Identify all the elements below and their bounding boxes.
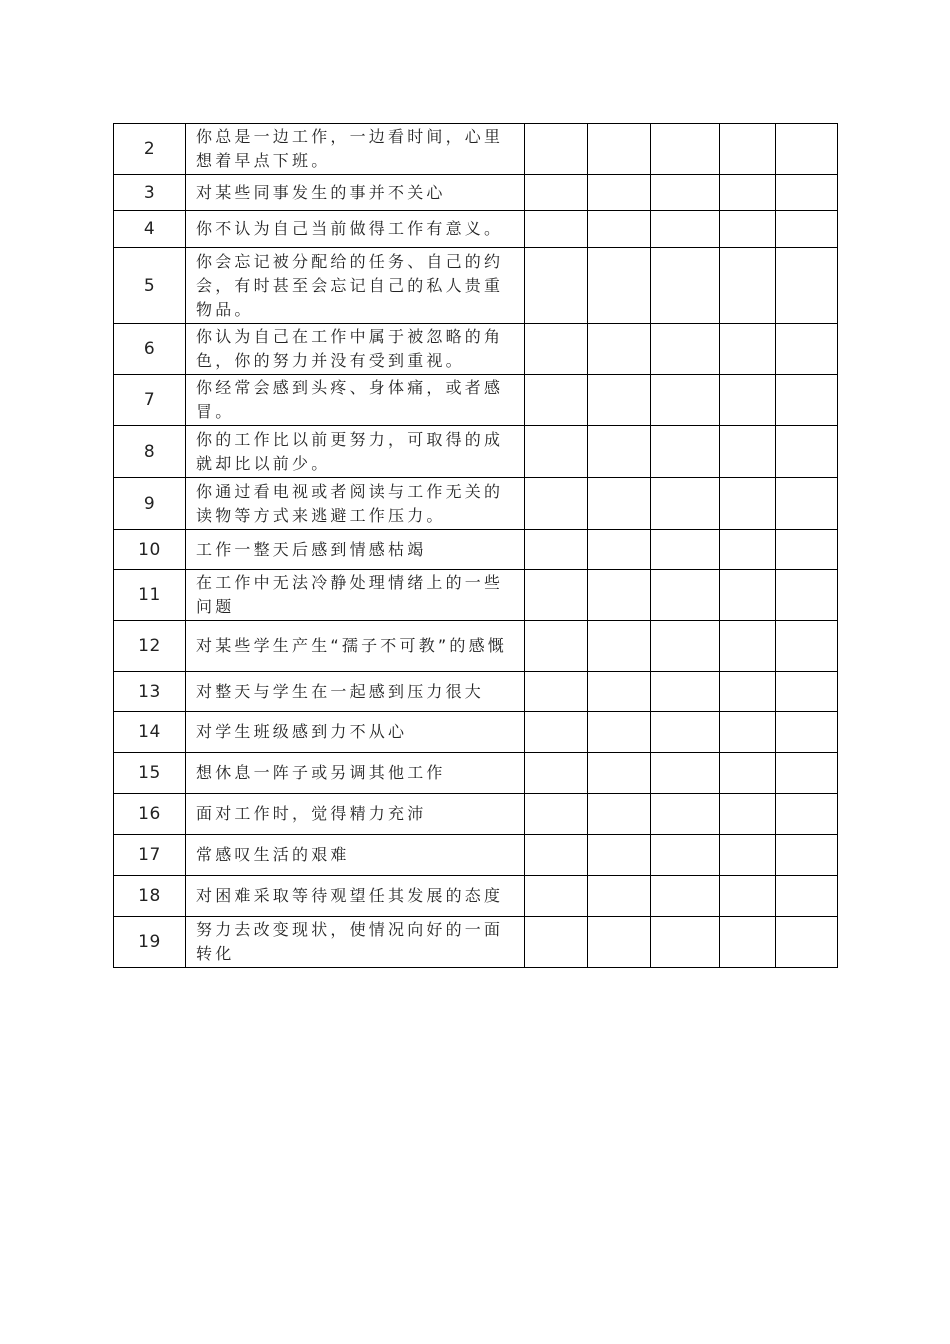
rating-cell-2[interactable] [588, 478, 651, 530]
item-statement: 对某些同事发生的事并不关心 [186, 175, 525, 211]
rating-cell-4[interactable] [720, 175, 776, 211]
rating-cell-3[interactable] [651, 621, 720, 672]
rating-cell-2[interactable] [588, 917, 651, 968]
rating-cell-1[interactable] [525, 324, 588, 375]
item-number: 18 [114, 876, 186, 917]
rating-cell-2[interactable] [588, 124, 651, 175]
rating-cell-5[interactable] [776, 426, 838, 478]
rating-cell-1[interactable] [525, 570, 588, 621]
item-statement: 面对工作时，觉得精力充沛 [186, 794, 525, 835]
rating-cell-2[interactable] [588, 835, 651, 876]
rating-cell-5[interactable] [776, 248, 838, 324]
rating-cell-3[interactable] [651, 794, 720, 835]
table-row [114, 794, 838, 835]
rating-cell-5[interactable] [776, 175, 838, 211]
item-number: 13 [114, 672, 186, 712]
item-statement: 你会忘记被分配给的任务、自己的约会，有时甚至会忘记自己的私人贵重物品。 [186, 248, 525, 324]
rating-cell-4[interactable] [720, 478, 776, 530]
item-statement: 对困难采取等待观望任其发展的态度 [186, 876, 525, 917]
item-number: 8 [114, 426, 186, 478]
item-statement: 你认为自己在工作中属于被忽略的角色，你的努力并没有受到重视。 [186, 324, 525, 375]
rating-cell-2[interactable] [588, 753, 651, 794]
rating-cell-2[interactable] [588, 426, 651, 478]
rating-cell-3[interactable] [651, 570, 720, 621]
rating-cell-1[interactable] [525, 248, 588, 324]
rating-cell-1[interactable] [525, 621, 588, 672]
item-number: 15 [114, 753, 186, 794]
rating-cell-1[interactable] [525, 753, 588, 794]
item-statement: 你通过看电视或者阅读与工作无关的读物等方式来逃避工作压力。 [186, 478, 525, 530]
rating-cell-3[interactable] [651, 375, 720, 426]
rating-cell-4[interactable] [720, 753, 776, 794]
item-number: 3 [114, 175, 186, 211]
item-statement: 想休息一阵子或另调其他工作 [186, 753, 525, 794]
item-number: 9 [114, 478, 186, 530]
item-statement: 在工作中无法冷静处理情绪上的一些问题 [186, 570, 525, 621]
rating-cell-1[interactable] [525, 175, 588, 211]
item-number: 17 [114, 835, 186, 876]
item-statement: 对整天与学生在一起感到压力很大 [186, 672, 525, 712]
rating-cell-1[interactable] [525, 835, 588, 876]
rating-cell-3[interactable] [651, 530, 720, 570]
item-statement: 常感叹生活的艰难 [186, 835, 525, 876]
rating-cell-5[interactable] [776, 753, 838, 794]
table-row [114, 570, 838, 621]
item-statement: 对某些学生产生“孺子不可教”的感慨 [186, 621, 525, 672]
table-row [114, 876, 838, 917]
rating-cell-3[interactable] [651, 324, 720, 375]
rating-cell-5[interactable] [776, 712, 838, 753]
rating-cell-1[interactable] [525, 672, 588, 712]
rating-cell-5[interactable] [776, 835, 838, 876]
rating-cell-2[interactable] [588, 211, 651, 248]
rating-cell-3[interactable] [651, 175, 720, 211]
item-number: 19 [114, 917, 186, 968]
table-row [114, 426, 838, 478]
rating-cell-1[interactable] [525, 478, 588, 530]
rating-cell-5[interactable] [776, 211, 838, 248]
rating-cell-5[interactable] [776, 324, 838, 375]
rating-cell-5[interactable] [776, 672, 838, 712]
rating-cell-5[interactable] [776, 375, 838, 426]
rating-cell-2[interactable] [588, 876, 651, 917]
rating-cell-5[interactable] [776, 530, 838, 570]
rating-cell-4[interactable] [720, 712, 776, 753]
rating-cell-4[interactable] [720, 672, 776, 712]
rating-cell-5[interactable] [776, 876, 838, 917]
rating-cell-2[interactable] [588, 794, 651, 835]
item-number: 5 [114, 248, 186, 324]
item-number: 6 [114, 324, 186, 375]
item-number: 2 [114, 124, 186, 175]
rating-cell-2[interactable] [588, 570, 651, 621]
rating-cell-4[interactable] [720, 876, 776, 917]
item-statement: 你经常会感到头疼、身体痛，或者感冒。 [186, 375, 525, 426]
rating-cell-2[interactable] [588, 248, 651, 324]
table-row [114, 621, 838, 672]
table-row [114, 672, 838, 712]
rating-cell-3[interactable] [651, 835, 720, 876]
rating-cell-4[interactable] [720, 324, 776, 375]
rating-cell-3[interactable] [651, 712, 720, 753]
item-statement: 你不认为自己当前做得工作有意义。 [186, 211, 525, 248]
rating-cell-2[interactable] [588, 175, 651, 211]
table-row [114, 530, 838, 570]
rating-cell-1[interactable] [525, 876, 588, 917]
item-number: 11 [114, 570, 186, 621]
rating-cell-1[interactable] [525, 712, 588, 753]
rating-cell-1[interactable] [525, 124, 588, 175]
rating-cell-2[interactable] [588, 324, 651, 375]
rating-cell-3[interactable] [651, 248, 720, 324]
item-statement: 对学生班级感到力不从心 [186, 712, 525, 753]
rating-cell-1[interactable] [525, 917, 588, 968]
rating-cell-3[interactable] [651, 211, 720, 248]
table-row [114, 248, 838, 324]
table-row [114, 478, 838, 530]
rating-cell-4[interactable] [720, 530, 776, 570]
rating-cell-5[interactable] [776, 478, 838, 530]
rating-cell-5[interactable] [776, 917, 838, 968]
item-number: 10 [114, 530, 186, 570]
rating-cell-1[interactable] [525, 426, 588, 478]
rating-cell-4[interactable] [720, 917, 776, 968]
table-row [114, 753, 838, 794]
table-body [114, 124, 838, 968]
rating-cell-3[interactable] [651, 917, 720, 968]
rating-cell-2[interactable] [588, 672, 651, 712]
rating-cell-3[interactable] [651, 672, 720, 712]
item-number: 7 [114, 375, 186, 426]
rating-cell-5[interactable] [776, 794, 838, 835]
rating-cell-4[interactable] [720, 211, 776, 248]
rating-cell-5[interactable] [776, 621, 838, 672]
rating-cell-4[interactable] [720, 835, 776, 876]
table-row [114, 835, 838, 876]
rating-cell-3[interactable] [651, 426, 720, 478]
rating-cell-4[interactable] [720, 426, 776, 478]
item-statement: 你总是一边工作，一边看时间，心里想着早点下班。 [186, 124, 525, 175]
rating-cell-3[interactable] [651, 753, 720, 794]
rating-cell-4[interactable] [720, 124, 776, 175]
table-row [114, 712, 838, 753]
rating-cell-5[interactable] [776, 570, 838, 621]
rating-cell-3[interactable] [651, 478, 720, 530]
rating-cell-4[interactable] [720, 794, 776, 835]
item-number: 14 [114, 712, 186, 753]
item-number: 16 [114, 794, 186, 835]
table-row [114, 375, 838, 426]
rating-cell-1[interactable] [525, 375, 588, 426]
table-row [114, 124, 838, 175]
item-number: 4 [114, 211, 186, 248]
item-statement: 你的工作比以前更努力，可取得的成就却比以前少。 [186, 426, 525, 478]
rating-cell-4[interactable] [720, 248, 776, 324]
table-row [114, 324, 838, 375]
rating-cell-2[interactable] [588, 375, 651, 426]
rating-cell-4[interactable] [720, 621, 776, 672]
rating-cell-1[interactable] [525, 211, 588, 248]
rating-cell-4[interactable] [720, 375, 776, 426]
rating-cell-2[interactable] [588, 712, 651, 753]
rating-cell-1[interactable] [525, 794, 588, 835]
rating-cell-3[interactable] [651, 876, 720, 917]
item-number: 12 [114, 621, 186, 672]
rating-cell-2[interactable] [588, 530, 651, 570]
rating-cell-3[interactable] [651, 124, 720, 175]
table-row [114, 211, 838, 248]
rating-cell-5[interactable] [776, 124, 838, 175]
item-statement: 努力去改变现状，使情况向好的一面转化 [186, 917, 525, 968]
survey-table [113, 123, 838, 968]
item-statement: 工作一整天后感到情感枯竭 [186, 530, 525, 570]
rating-cell-1[interactable] [525, 530, 588, 570]
table-row [114, 917, 838, 968]
table-row [114, 175, 838, 211]
rating-cell-2[interactable] [588, 621, 651, 672]
rating-cell-4[interactable] [720, 570, 776, 621]
